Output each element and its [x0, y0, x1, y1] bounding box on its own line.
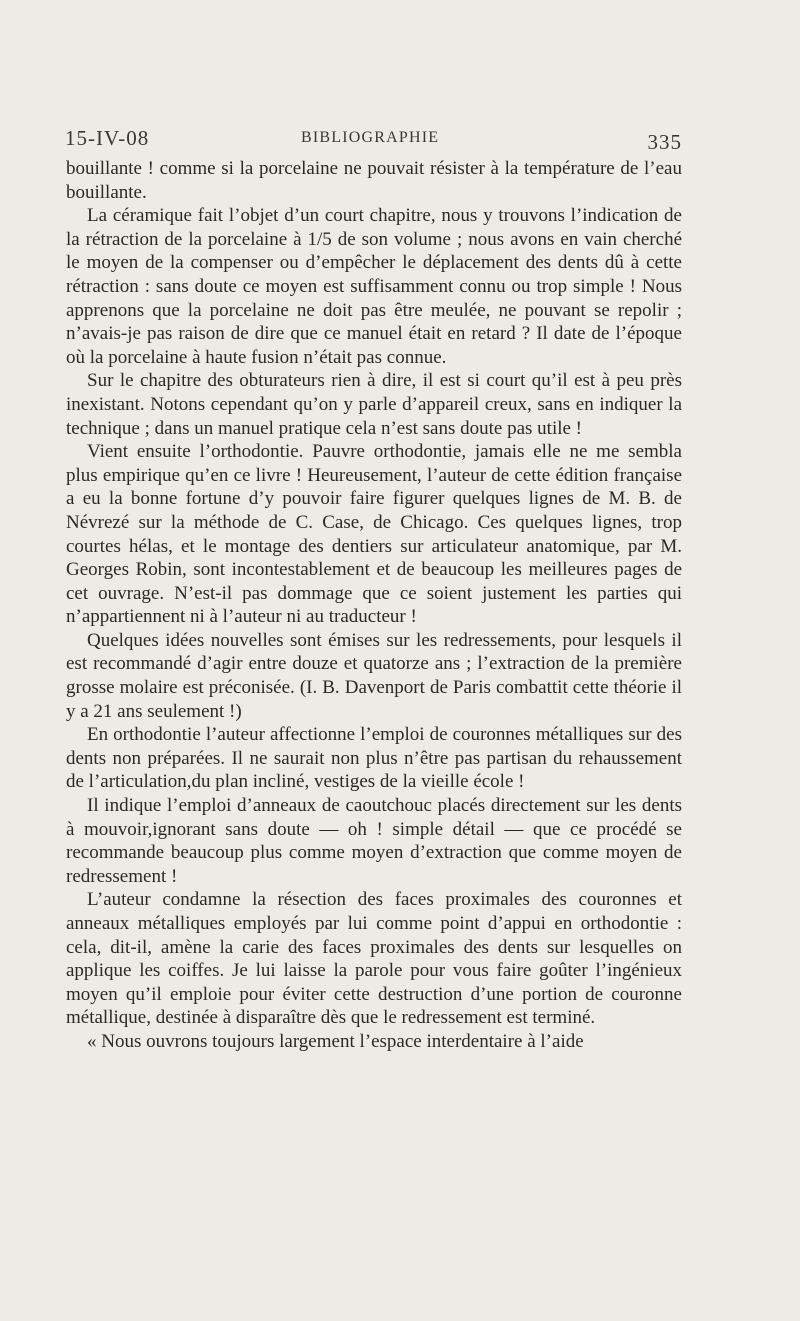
paragraph-orthodontie: Vient ensuite l’orthodontie. Pauvre orthodontie, jamais elle ne me sembla plus empirique qu’en ce livre ! Heureusement, l’auteur de cette édition française a eu la bonne fortune d’y pouvoir faire figurer quelques lignes de M. B. de Névrezé sur la méthode de C. Case, de Chicago. Ces quelques lignes, trop courtes hélas, et le montage des dentiers sur articulateur anatomique, par M. Georges Robin, sont incontestablement et de beaucoup les meilleures pages de cet ouvrage. N’est-il pas dommage que ce soient justement les parties qui n’appartiennent ni à l’auteur ni au traducteur !	[66, 441, 682, 628]
paragraph-quote: « Nous ouvrons toujours largement l’espace interdentaire à l’aide	[87, 1030, 584, 1052]
date-folio: 15-IV-08	[65, 126, 150, 150]
paragraph-obturateurs: Sur le chapitre des obturateurs rien à dire, il est si court qu’il est à peu près inexistant. Notons cependant qu’on y parle d’appareil creux, sans en indiquer la technique ; dans un manuel pratique cela n’est sans doute pas utile !	[66, 370, 682, 439]
paragraph-resection: L’auteur condamne la résection des faces proximales des couronnes et anneaux métalliques employés par lui comme point d’appui en orthodontie : cela, dit-il, amène la carie des faces proximales des dents sur lesquelles on applique les coiffes. Je lui laisse la parole pour vous faire goûter l’ingénieux moyen qu’il emploie pour éviter cette destruction d’une portion de couronne métallique, destinée à disparaître dès que le redressement est terminé.	[66, 889, 682, 1029]
paragraph-continued: bouillante ! comme si la porcelaine ne pouvait résister à la température de l’eau bouillante.	[66, 158, 682, 203]
paragraph-redressements: Quelques idées nouvelles sont émises sur les redressements, pour lesquels il est recommandé d’agir entre douze et quatorze ans ; l’extraction de la première grosse molaire est préconisée. (I. B. Davenport de Paris combattit cette théorie il y a 21 ans seulement !)	[66, 629, 682, 722]
body-text	[66, 157, 682, 1054]
paragraph-ceramique: La céramique fait l’objet d’un court chapitre, nous y trouvons l’indication de la rétraction de la porcelaine à 1/5 de son volume ; nous avons en vain cherché le moyen de la compenser ou d’empêcher le déplacement des dents dû à cette rétraction : sans doute ce moyen est suffisamment connu ou trop simple ! Nous apprenons que la porcelaine ne doit pas être meulée, ne pouvant se repolir ; n’avais-je pas raison de dire que ce manuel était en retard ? Il date de l’époque où la porcelaine à haute fusion n’était pas connue.	[66, 205, 682, 368]
paragraph-couronnes: En orthodontie l’auteur affectionne l’emploi de couronnes métalliques sur des dents non préparées. Il ne saurait non plus n’être pas partisan du rehaussement de l’articulation,du plan incliné, vestiges de la vieille école !	[66, 724, 682, 793]
paragraph-anneaux: Il indique l’emploi d’anneaux de caoutchouc placés directement sur les dents à mouvoir,ignorant sans doute — oh ! simple détail — que ce procédé se recommande beaucoup plus comme moyen d’extraction que comme moyen de redressement !	[66, 795, 682, 887]
running-title: BIBLIOGRAPHIE	[301, 129, 440, 146]
page-header	[65, 126, 682, 152]
page-number: 335	[647, 130, 682, 154]
